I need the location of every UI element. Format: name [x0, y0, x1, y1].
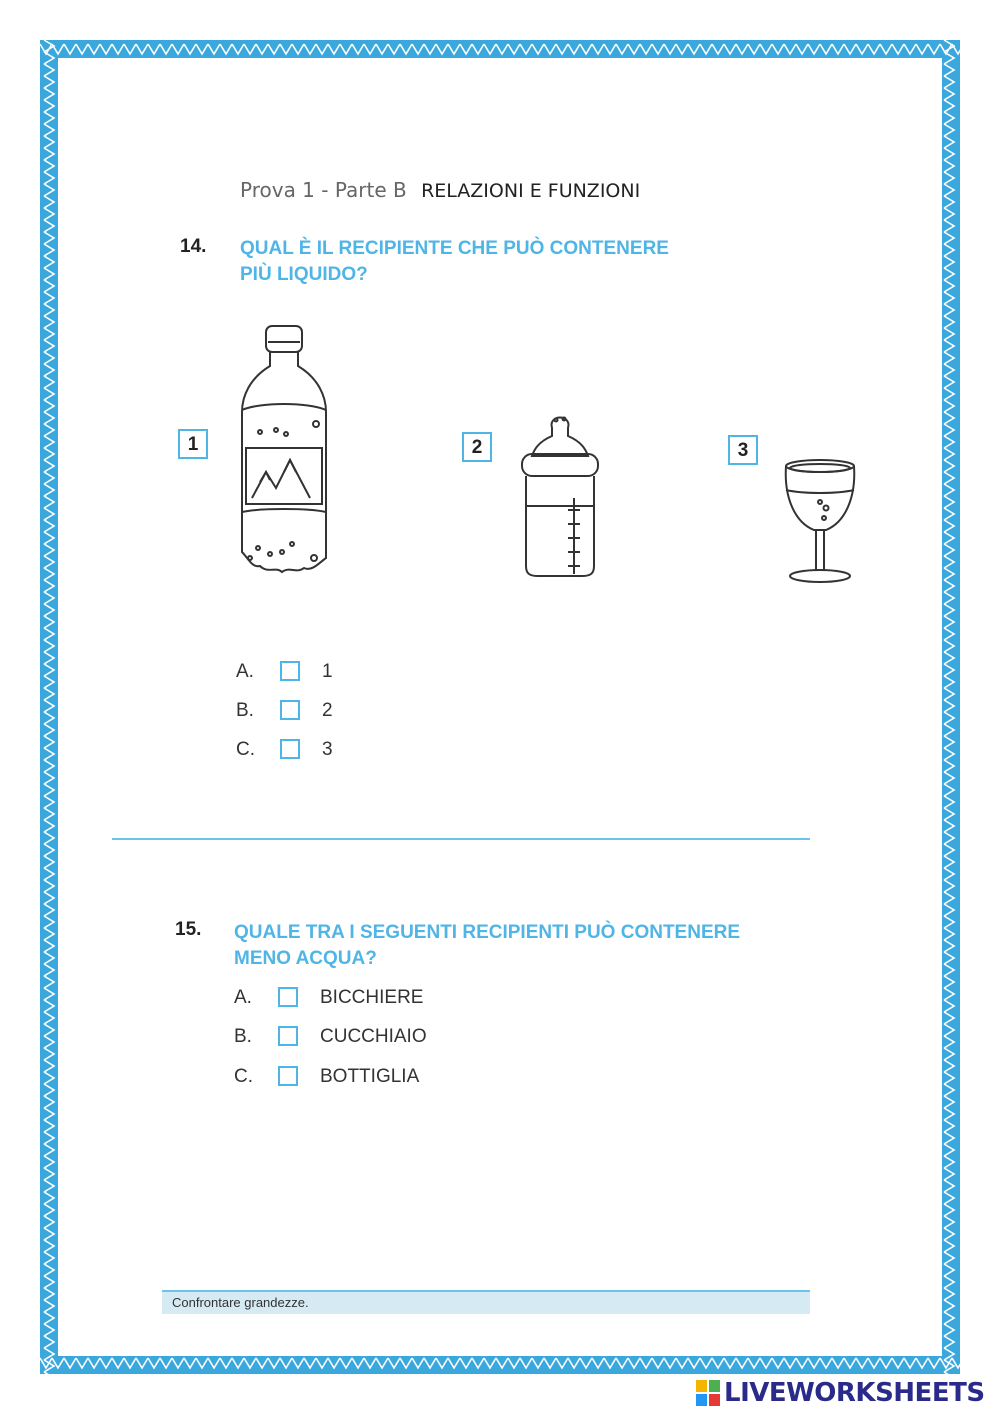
q14-option-a-value: 1 — [322, 661, 333, 682]
section-divider — [112, 838, 810, 840]
q15-option-a-letter: A. — [234, 987, 252, 1008]
q15-option-c-letter: C. — [234, 1066, 253, 1087]
question-14-number: 14. — [180, 236, 207, 257]
question-15-line1: QUALE TRA I SEGUENTI RECIPIENTI PUÒ CONTENERE — [234, 922, 741, 943]
image-label-1: 1 — [178, 429, 208, 459]
q15-option-b-checkbox[interactable] — [278, 1026, 298, 1046]
footer-text: Confrontare grandezze. — [172, 1295, 309, 1310]
image-label-2: 2 — [462, 432, 492, 462]
page-header — [240, 178, 640, 202]
q14-option-c-value: 3 — [322, 739, 333, 760]
question-14-line1: QUAL È IL RECIPIENTE CHE PUÒ CONTENERE — [240, 238, 669, 259]
q15-option-b-letter: B. — [234, 1026, 252, 1047]
wine-glass-icon — [780, 456, 860, 586]
question-15-number: 15. — [175, 919, 202, 940]
q14-option-c-checkbox[interactable] — [280, 739, 300, 759]
liveworksheets-icon — [696, 1380, 720, 1406]
q14-option-a-letter: A. — [236, 661, 254, 682]
q14-option-b-checkbox[interactable] — [280, 700, 300, 720]
liveworksheets-logo-text: LIVEWORKSHEETS — [724, 1378, 985, 1408]
q15-option-a-value: BICCHIERE — [320, 987, 424, 1008]
q14-option-b-value: 2 — [322, 700, 333, 721]
q14-option-b-letter: B. — [236, 700, 254, 721]
question-15-text — [234, 920, 834, 972]
q15-option-a-checkbox[interactable] — [278, 987, 298, 1007]
q15-option-c-value: BOTTIGLIA — [320, 1066, 420, 1087]
baby-bottle-icon — [512, 406, 608, 582]
question-14-line2: PIÙ LIQUIDO? — [240, 264, 368, 285]
liveworksheets-logo — [696, 1378, 985, 1408]
q15-option-c-checkbox[interactable] — [278, 1066, 298, 1086]
q14-option-a-checkbox[interactable] — [280, 661, 300, 681]
bottle-icon — [230, 322, 340, 588]
header-subtitle: Prova 1 - Parte B — [240, 178, 407, 202]
q15-option-b-value: CUCCHIAIO — [320, 1026, 427, 1047]
question-14-text — [240, 236, 840, 288]
question-15-line2: MENO ACQUA? — [234, 948, 377, 969]
image-label-3: 3 — [728, 435, 758, 465]
q14-option-c-letter: C. — [236, 739, 255, 760]
header-title: RELAZIONI E FUNZIONI — [421, 180, 641, 202]
